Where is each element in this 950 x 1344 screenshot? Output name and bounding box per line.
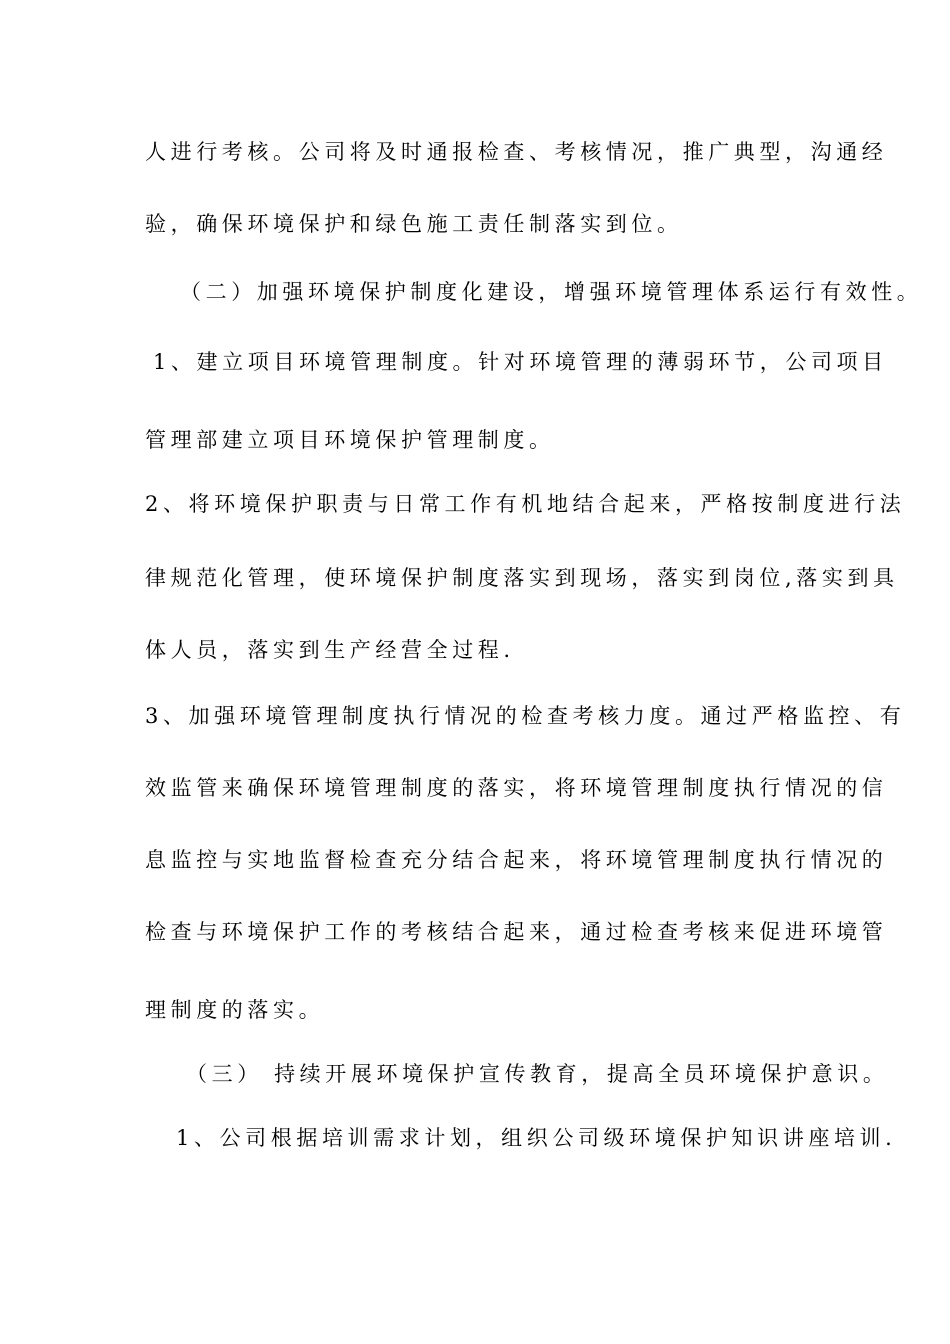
list-item-text: 1、公司根据培训需求计划，组织公司级环境保护知识讲座培训. (176, 1126, 897, 1150)
section-heading: （二）加强环境保护制度化建设，增强环境管理体系运行有效性。 (180, 280, 923, 304)
text-line: 体人员，落实到生产经营全过程. (145, 638, 515, 662)
text-line: 检查与环境保护工作的考核结合起来，通过检查考核来促进环境管 (145, 920, 888, 944)
text-line: 律规范化管理，使环境保护制度落实到现场，落实到岗位,落实到具 (145, 566, 899, 590)
text-line: 验，确保环境保护和绿色施工责任制落实到位。 (145, 212, 683, 236)
text-line: 理制度的落实。 (145, 998, 325, 1022)
list-item-text: 1、建立项目环境管理制度。针对环境管理的薄弱环节，公司项目 (153, 350, 888, 374)
list-item-text: 3、加强环境管理制度执行情况的检查考核力度。通过严格监控、有 (145, 704, 906, 728)
text-line: 息监控与实地监督检查充分结合起来，将环境管理制度执行情况的 (145, 848, 888, 872)
text-line: 效监管来确保环境管理制度的落实，将环境管理制度执行情况的信 (145, 776, 888, 800)
section-heading: （三） 持续开展环境保护宣传教育，提高全员环境保护意识。 (186, 1062, 889, 1086)
text-line: 管理部建立项目环境保护管理制度。 (145, 428, 555, 452)
text-line: 人进行考核。公司将及时通报检查、考核情况，推广典型，沟通经 (145, 140, 888, 164)
list-item-text: 2、将环境保护职责与日常工作有机地结合起来，严格按制度进行法 (145, 492, 906, 516)
